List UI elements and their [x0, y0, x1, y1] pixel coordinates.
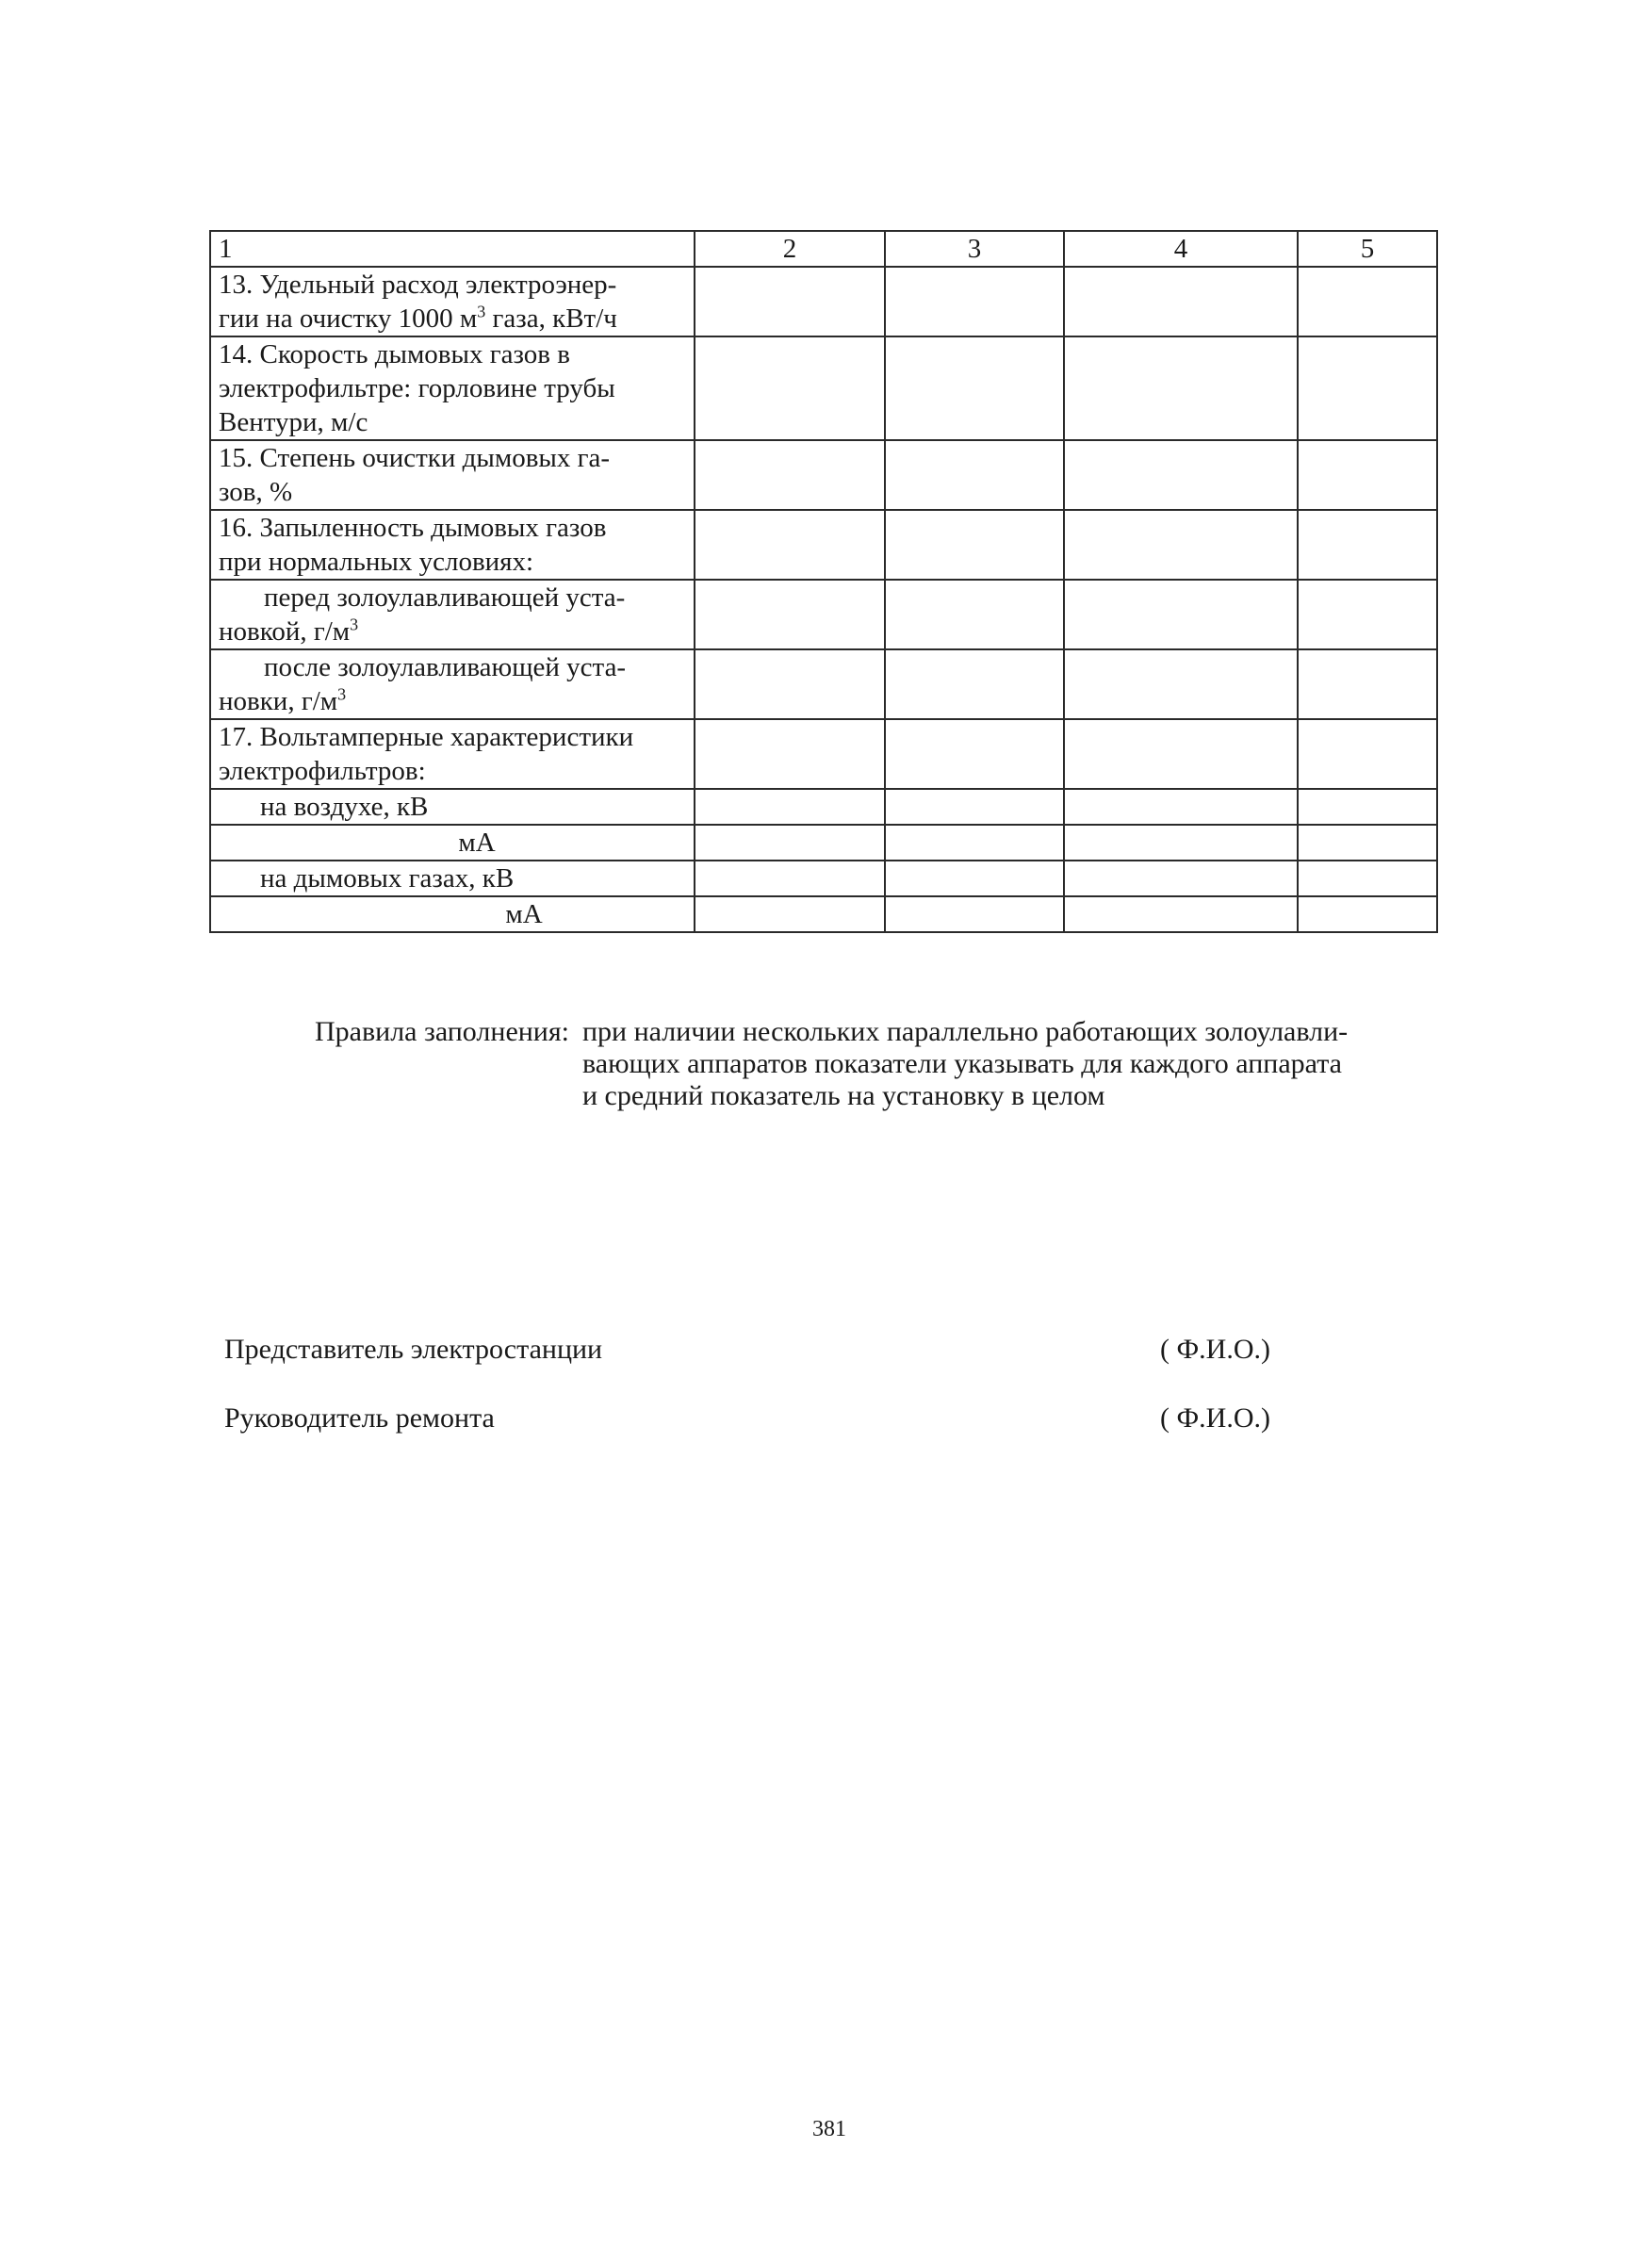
- table-row: [210, 649, 1437, 719]
- value-cell[interactable]: [1298, 440, 1437, 510]
- table-header-row: [210, 231, 1437, 267]
- row-label: на дымовых газах, кВ: [210, 861, 695, 896]
- value-cell[interactable]: [1064, 649, 1298, 719]
- row-label-line: новкой, $г/м^3$: [219, 615, 359, 647]
- row-label: [210, 649, 695, 719]
- table-row: [210, 861, 1437, 896]
- row-label-line: 16. Запыленность дымовых газов: [219, 513, 607, 543]
- table-row: [210, 789, 1437, 825]
- row-label: на воздухе, кВ: [210, 789, 695, 825]
- value-cell[interactable]: [1298, 267, 1437, 336]
- value-cell[interactable]: [885, 649, 1064, 719]
- value-cell[interactable]: [695, 649, 885, 719]
- table-row: [210, 510, 1437, 580]
- table-row: [210, 267, 1437, 336]
- table-row: [210, 825, 1437, 861]
- row-label-line: перед золоулавливающей уста-: [264, 582, 626, 613]
- row-label-line: гии на очистку 1000 $м^3$ газа, кВт/ч: [219, 302, 617, 334]
- value-cell[interactable]: [1064, 719, 1298, 789]
- value-cell[interactable]: [885, 267, 1064, 336]
- value-cell[interactable]: [695, 336, 885, 440]
- value-cell[interactable]: [1298, 336, 1437, 440]
- table-row: [210, 440, 1437, 510]
- row-label: [210, 267, 695, 336]
- value-cell[interactable]: [695, 440, 885, 510]
- value-cell[interactable]: [1064, 267, 1298, 336]
- value-cell[interactable]: [695, 825, 885, 861]
- value-cell[interactable]: [885, 825, 1064, 861]
- value-cell[interactable]: [885, 580, 1064, 649]
- filling-rules-line: и средний показатель на установку в целом: [582, 1080, 1105, 1111]
- row-label-line: Вентури, м/с: [219, 407, 368, 437]
- value-cell[interactable]: [1064, 789, 1298, 825]
- column-header-2: 2: [695, 231, 885, 267]
- table-row: [210, 336, 1437, 440]
- indicators-table: [209, 230, 1438, 933]
- signature-fio: ( Ф.И.О.): [1159, 1402, 1270, 1434]
- value-cell[interactable]: [1064, 825, 1298, 861]
- table-row: [210, 580, 1437, 649]
- value-cell[interactable]: [695, 896, 885, 932]
- signature-row-station-representative: [224, 1334, 1280, 1366]
- row-label-line: при нормальных условиях:: [219, 547, 534, 577]
- filling-rules-line: при наличии нескольких параллельно работающих золоулавли-: [582, 1016, 1349, 1047]
- filling-rules: [315, 1016, 1446, 1112]
- value-cell[interactable]: [885, 510, 1064, 580]
- row-label-line: электрофильтров:: [219, 756, 426, 786]
- value-cell[interactable]: [695, 789, 885, 825]
- value-cell[interactable]: [695, 719, 885, 789]
- value-cell[interactable]: [1064, 440, 1298, 510]
- value-cell[interactable]: [1298, 789, 1437, 825]
- value-cell[interactable]: [1064, 861, 1298, 896]
- value-cell[interactable]: [1064, 510, 1298, 580]
- value-cell[interactable]: [885, 719, 1064, 789]
- filling-rules-label: Правила заполнения:: [315, 1016, 569, 1047]
- value-cell[interactable]: [1064, 896, 1298, 932]
- column-header-1: 1: [210, 231, 695, 267]
- value-cell[interactable]: [885, 789, 1064, 825]
- value-cell[interactable]: [1064, 336, 1298, 440]
- value-cell[interactable]: [695, 861, 885, 896]
- row-label-line: 17. Вольтамперные характеристики: [219, 722, 634, 752]
- row-label-line: 14. Скорость дымовых газов в: [219, 339, 570, 369]
- row-label-line: 15. Степень очистки дымовых га-: [219, 443, 611, 473]
- value-cell[interactable]: [885, 896, 1064, 932]
- value-cell[interactable]: [1298, 896, 1437, 932]
- row-label: [210, 336, 695, 440]
- value-cell[interactable]: [695, 580, 885, 649]
- value-cell[interactable]: [885, 440, 1064, 510]
- column-header-5: 5: [1298, 231, 1437, 267]
- signature-row-repair-manager: [224, 1402, 1280, 1435]
- value-cell[interactable]: [695, 267, 885, 336]
- row-label-line: 13. Удельный расход электроэнер-: [219, 270, 617, 300]
- row-label: [210, 719, 695, 789]
- table-row: [210, 719, 1437, 789]
- row-label: [210, 440, 695, 510]
- signature-fio: ( Ф.И.О.): [1159, 1334, 1270, 1365]
- row-label: [210, 580, 695, 649]
- filling-rules-text: [582, 1016, 1421, 1112]
- filling-rules-line: вающих аппаратов показатели указывать для каждого аппарата: [582, 1048, 1342, 1079]
- value-cell[interactable]: [1298, 719, 1437, 789]
- row-label-line: зов, %: [219, 477, 293, 507]
- row-label: мА: [210, 896, 695, 932]
- table-row: [210, 896, 1437, 932]
- row-label-line: после золоулавливающей уста-: [264, 652, 627, 682]
- column-header-4: 4: [1064, 231, 1298, 267]
- page-number: 381: [812, 2117, 846, 2141]
- value-cell[interactable]: [1298, 580, 1437, 649]
- value-cell[interactable]: [1298, 649, 1437, 719]
- row-label-line: электрофильтре: горловине трубы: [219, 373, 615, 403]
- signature-role: Руководитель ремонта: [224, 1402, 495, 1434]
- row-label: мА: [210, 825, 695, 861]
- value-cell[interactable]: [885, 336, 1064, 440]
- value-cell[interactable]: [695, 510, 885, 580]
- value-cell[interactable]: [1298, 825, 1437, 861]
- value-cell[interactable]: [1064, 580, 1298, 649]
- signature-role: Представитель электростанции: [224, 1334, 603, 1365]
- column-header-3: 3: [885, 231, 1064, 267]
- row-label-line: новки, $г/м^3$: [219, 684, 347, 716]
- value-cell[interactable]: [1298, 510, 1437, 580]
- value-cell[interactable]: [885, 861, 1064, 896]
- row-label: [210, 510, 695, 580]
- value-cell[interactable]: [1298, 861, 1437, 896]
